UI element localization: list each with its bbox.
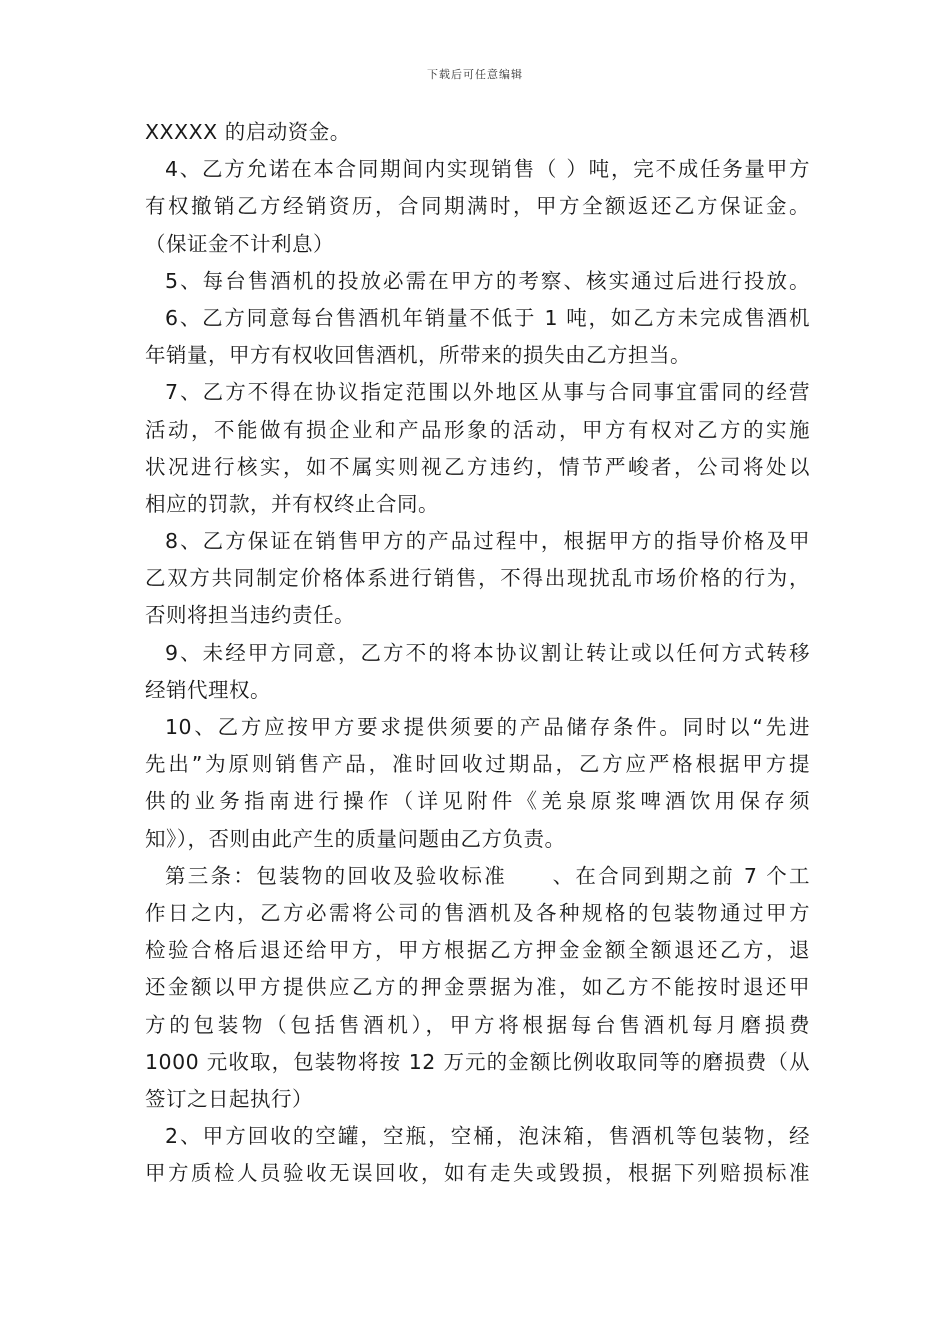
text-line: 签订之日起执行） (145, 1086, 313, 1111)
text-line: 活动，不能做有损企业和产品形象的活动，甲方有权对乙方的实施 (145, 417, 810, 442)
text-line: 5、每台售酒机的投放必需在甲方的考察、核实通过后进行投放。 (165, 268, 810, 293)
text-line: 第三条：包装物的回收及验收标准 、在合同到期之前 7 个工 (165, 863, 810, 888)
text-line: 检验合格后退还给甲方，甲方根据乙方押金金额全额退还乙方，退 (145, 938, 810, 963)
text-line: 8、乙方保证在销售甲方的产品过程中，根据甲方的指导价格及甲 (165, 529, 810, 554)
text-line: 相应的罚款，并有权终止合同。 (145, 491, 439, 516)
text-line: 方的包装物（包括售酒机），甲方将根据每台售酒机每月磨损费 (145, 1012, 810, 1037)
text-line: 供的业务指南进行操作（详见附件《羌泉原浆啤酒饮用保存须 (145, 789, 810, 814)
text-line: （保证金不计利息） (145, 231, 334, 256)
text-line: 6、乙方同意每台售酒机年销量不低于 1 吨，如乙方未完成售酒机 (165, 305, 810, 330)
text-line: 有权撤销乙方经销资历，合同期满时，甲方全额返还乙方保证金。 (145, 194, 810, 219)
text-line: 状况进行核实，如不属实则视乙方违约，情节严峻者，公司将处以 (145, 454, 810, 479)
text-line: 2、甲方回收的空罐，空瓶，空桶，泡沫箱，售酒机等包装物，经 (165, 1124, 810, 1149)
document-body (145, 114, 810, 1192)
text-line: 否则将担当违约责任。 (145, 603, 355, 628)
text-line: 9、未经甲方同意，乙方不的将本协议割让转让或以任何方式转移 (165, 640, 810, 665)
text-line: 甲方质检人员验收无误回收，如有走失或毁损，根据下列赔损标准 (145, 1161, 810, 1186)
text-line: 年销量，甲方有权收回售酒机，所带来的损失由乙方担当。 (145, 343, 691, 368)
text-line: 先出”为原则销售产品，准时回收过期品，乙方应严格根据甲方提 (145, 752, 810, 777)
text-line: 7、乙方不得在协议指定范围以外地区从事与合同事宜雷同的经营 (165, 380, 810, 405)
text-line: 乙双方共同制定价格体系进行销售，不得出现扰乱市场价格的行为， (145, 566, 810, 591)
text-line: 1000 元收取，包装物将按 12 万元的金额比例收取同等的磨损费（从 (145, 1049, 810, 1074)
text-line: XXXXX 的启动资金。 (145, 120, 351, 144)
text-line: 作日之内，乙方必需将公司的售酒机及各种规格的包装物通过甲方 (145, 900, 810, 925)
text-line: 10、乙方应按甲方要求提供须要的产品储存条件。同时以“先进 (165, 715, 810, 739)
text-line: 还金额以甲方提供应乙方的押金票据为准，如乙方不能按时退还甲 (145, 975, 810, 1000)
page-header: 下载后可任意编辑 (427, 68, 523, 81)
text-line: 经销代理权。 (145, 677, 271, 702)
text-line: 4、乙方允诺在本合同期间内实现销售（ ）吨，完不成任务量甲方 (165, 157, 810, 182)
text-line: 知》），否则由此产生的质量问题由乙方负责。 (145, 826, 566, 851)
